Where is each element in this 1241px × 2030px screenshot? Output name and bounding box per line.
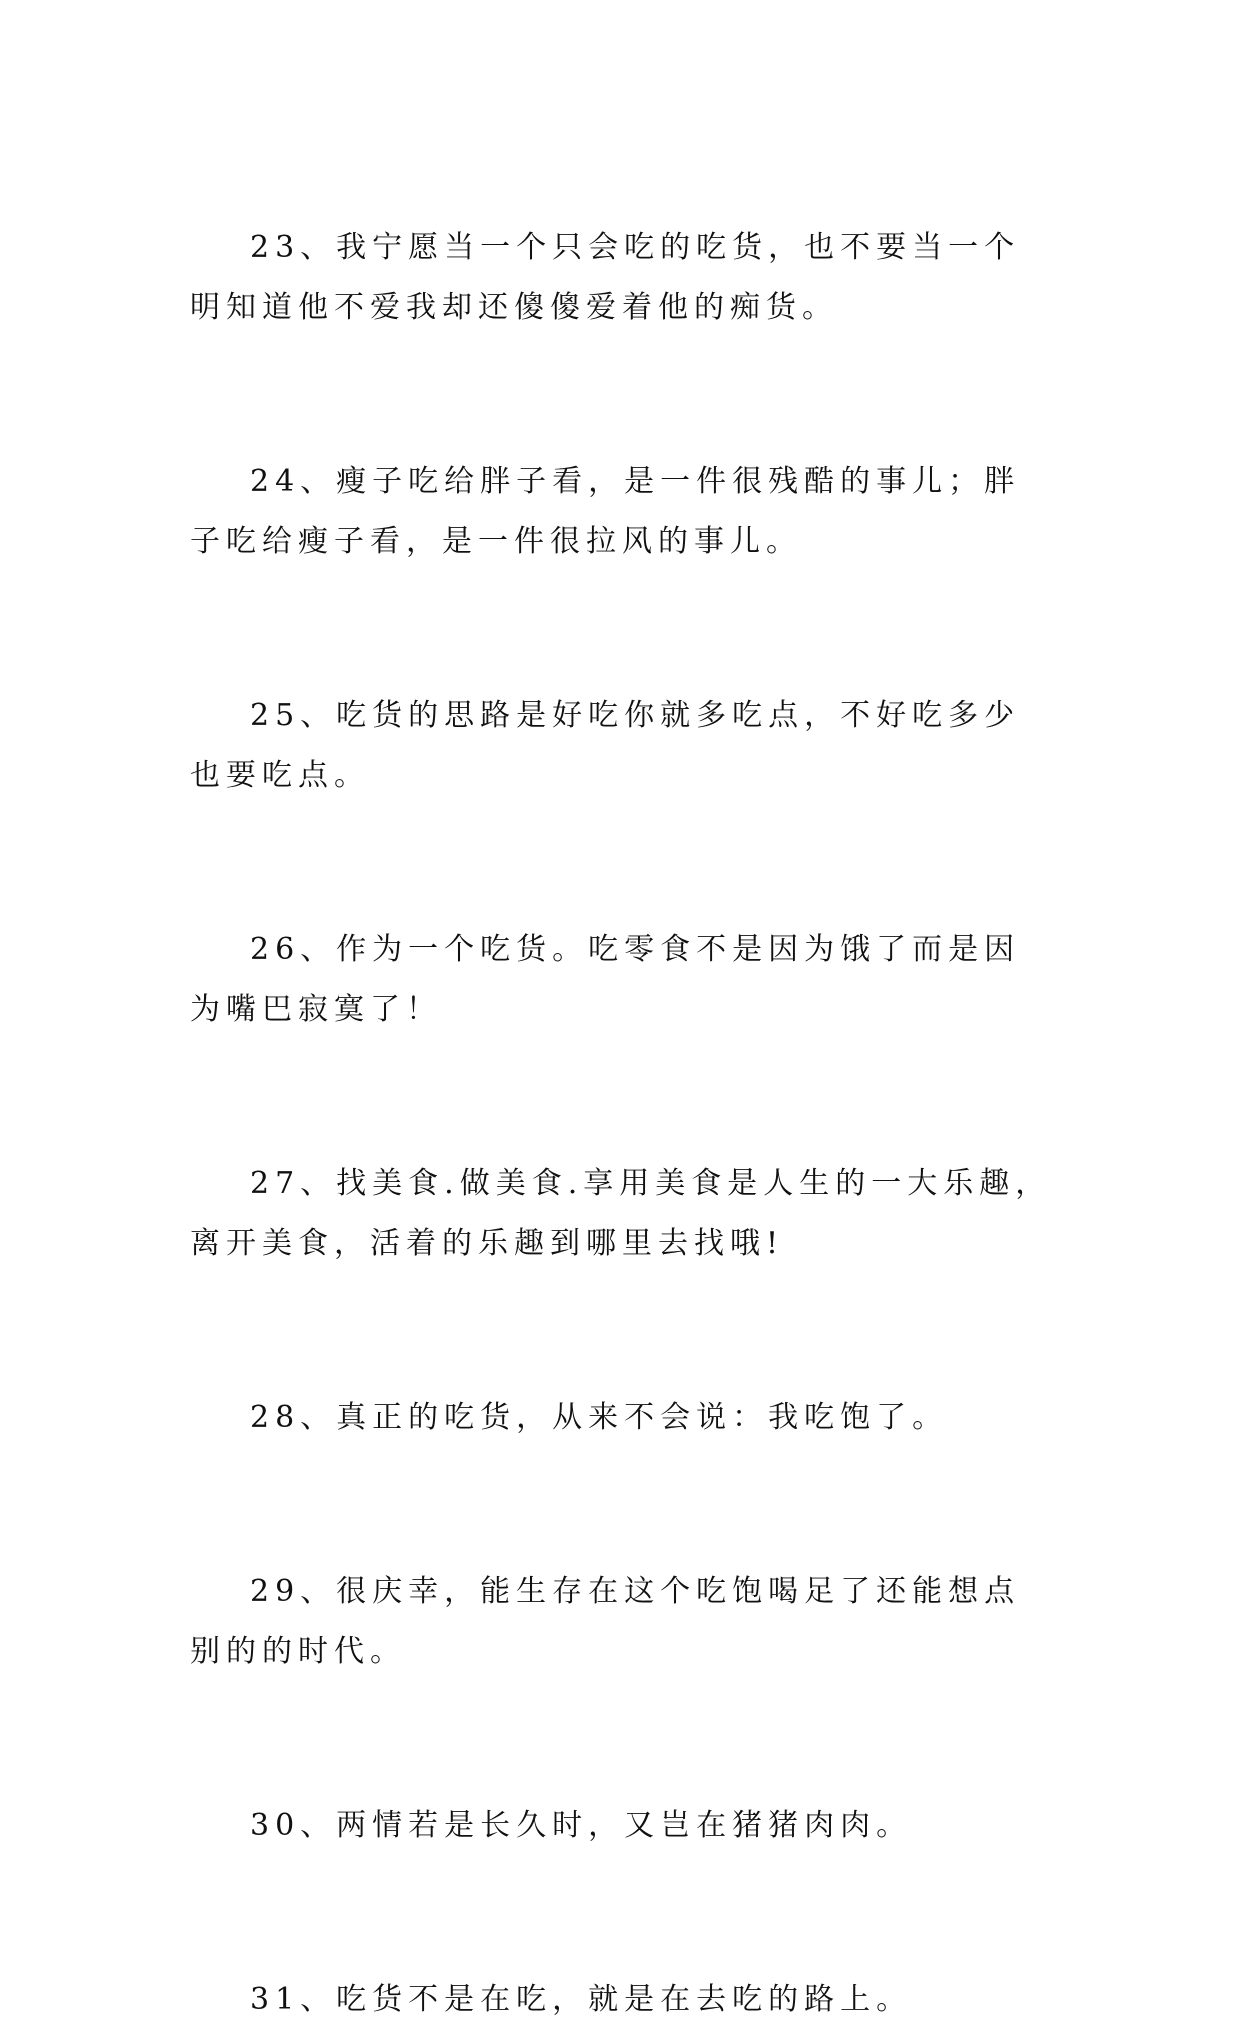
paragraph-27: 27、找美食.做美食.享用美食是人生的一大乐趣，离开美食，活着的乐趣到哪里去找哦! [190, 1166, 1052, 1261]
paragraph-26: 26、作为一个吃货。吃零食不是因为饿了而是因为嘴巴寂寞了！ [190, 932, 1021, 1027]
document-body [190, 218, 1054, 2030]
paragraph-28: 28、真正的吃货，从来不会说：我吃饱了。 [250, 1400, 949, 1435]
paragraph-30: 30、两情若是长久时，又岂在猪猪肉肉。 [250, 1808, 913, 1843]
paragraph-23: 23、我宁愿当一个只会吃的吃货，也不要当一个明知道他不爱我却还傻傻爱着他的痴货。 [190, 230, 1021, 325]
paragraph-31: 31、吃货不是在吃，就是在去吃的路上。 [250, 1982, 913, 2017]
paragraph-29: 29、很庆幸，能生存在这个吃饱喝足了还能想点别的的时代。 [190, 1574, 1021, 1669]
paragraph-24: 24、瘦子吃给胖子看，是一件很残酷的事儿；胖子吃给瘦子看，是一件很拉风的事儿。 [190, 464, 1021, 559]
paragraph-25: 25、吃货的思路是好吃你就多吃点，不好吃多少也要吃点。 [190, 698, 1021, 793]
